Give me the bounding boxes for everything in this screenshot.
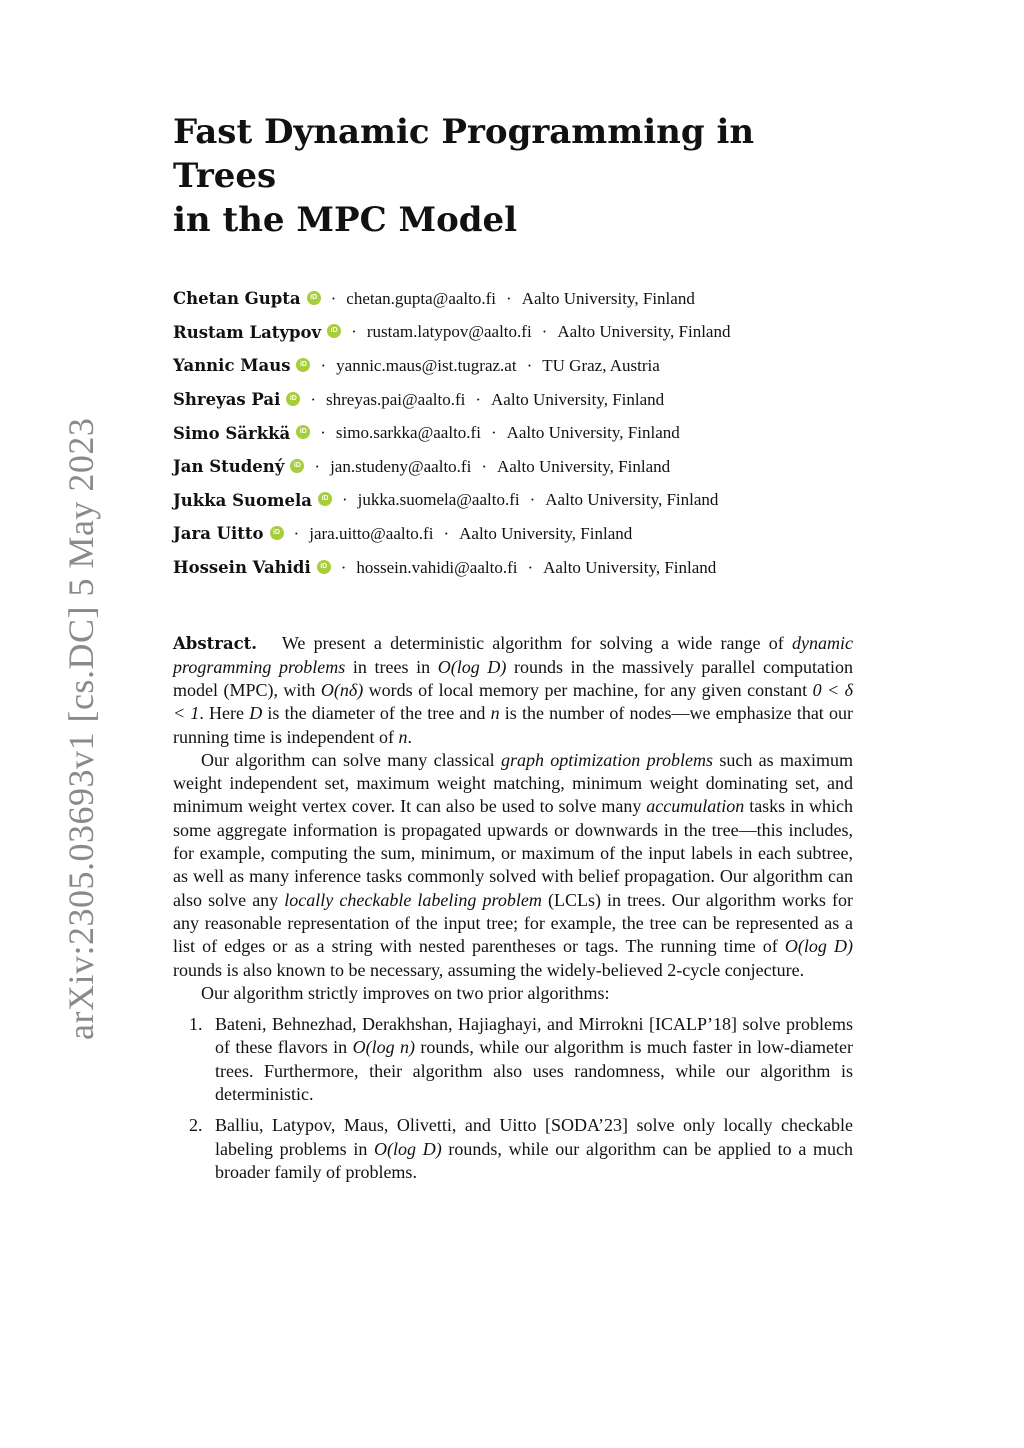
author-list (173, 282, 853, 584)
math-expression: 0 < δ < 1 (173, 679, 853, 724)
orcid-icon[interactable] (296, 425, 310, 439)
abstract-heading: Abstract. (173, 634, 258, 654)
separator: · (293, 523, 300, 543)
author-name: Shreyas Pai (173, 390, 281, 410)
text-run: such as maximum weight independent set, maximum weight matching, minimum weight dominating set, and minimum weight vertex cover. It can also be used to solve many (173, 749, 853, 817)
author-name: Simo Särkkä (173, 423, 291, 443)
separator: · (475, 389, 482, 409)
emphasis: graph optimization problems (500, 749, 713, 770)
text-run: . Here (199, 703, 250, 724)
author-affiliation: TU Graz, Austria (542, 355, 660, 375)
author-entry (173, 450, 853, 484)
author-affiliation: Aalto University, Finland (506, 423, 680, 443)
emphasis: locally checkable labeling problem (284, 889, 542, 910)
title-line-1: Fast Dynamic Programming in Trees (173, 112, 755, 196)
math-expression: D (249, 703, 263, 724)
author-email[interactable]: chetan.gupta@aalto.fi (346, 288, 497, 308)
author-entry (173, 484, 853, 518)
list-number: 1. (189, 1014, 203, 1035)
text-run: words of local memory per machine, for any given constant (363, 679, 813, 700)
author-affiliation: Aalto University, Finland (491, 389, 665, 409)
math-expression: n (490, 703, 500, 724)
text-run: rounds, while our algorithm can be applied to a much broader family of problems. (215, 1138, 853, 1182)
math-expression: O(log n) (352, 1037, 415, 1058)
orcid-icon[interactable] (327, 324, 341, 338)
orcid-icon[interactable] (270, 526, 284, 540)
author-affiliation: Aalto University, Finland (459, 523, 633, 543)
math-expression: O(nδ) (320, 679, 364, 700)
separator: · (330, 288, 337, 308)
author-affiliation: Aalto University, Finland (543, 557, 717, 577)
separator: · (490, 423, 497, 443)
author-email[interactable]: hossein.vahidi@aalto.fi (356, 557, 518, 577)
orcid-icon[interactable] (290, 459, 304, 473)
author-name: Jan Studený (173, 457, 285, 477)
author-entry (173, 282, 853, 316)
list-item (173, 1114, 853, 1184)
math-expression: O(log D) (784, 936, 853, 957)
text-run: Balliu, Latypov, Maus, Olivetti, and Uitto [SODA’23] solve only locally checkable labeling problems in (215, 1115, 853, 1159)
separator: · (320, 355, 327, 375)
arxiv-identifier-stamp: arXiv:2305.03693v1 [cs.DC] 5 May 2023 (61, 417, 101, 1040)
text-run: is the diameter of the tree and (262, 703, 491, 724)
author-email[interactable]: jara.uitto@aalto.fi (309, 523, 434, 543)
separator: · (529, 490, 536, 510)
orcid-icon[interactable] (318, 492, 332, 506)
author-name: Jukka Suomela (173, 490, 312, 510)
emphasis: accumulation (646, 796, 745, 817)
author-email[interactable]: jan.studeny@aalto.fi (330, 456, 472, 476)
separator: · (506, 288, 512, 308)
author-name: Hossein Vahidi (173, 558, 311, 578)
abstract-paragraph-1 (173, 632, 853, 748)
text-run: (LCLs) in trees. Our algorithm works for any reasonable representation of the input tree; for example, the tree can be represented as a list of edges or as a string with nested parentheses or tags. The running time of (173, 889, 854, 957)
author-email[interactable]: shreyas.pai@aalto.fi (326, 389, 466, 409)
author-name: Jara Uitto (173, 524, 264, 544)
author-email[interactable]: simo.sarkka@aalto.fi (335, 423, 481, 443)
author-email[interactable]: rustam.latypov@aalto.fi (366, 322, 532, 342)
prior-algorithms-list (173, 1013, 853, 1184)
separator: · (320, 423, 326, 443)
author-email[interactable]: yannic.maus@ist.tugraz.at (336, 355, 517, 375)
author-entry (173, 517, 853, 551)
text-run: tasks in which some aggregate information is propagated upwards or downwards in the tree—this includes, for example, computing the sum, minimum, or maximum of the input labels in each subtree, as well as many inference tasks commonly solved with belief propagation. Our algorithm can also solve any (173, 796, 853, 910)
author-affiliation: Aalto University, Finland (545, 490, 719, 510)
separator: · (314, 456, 321, 476)
separator: · (340, 557, 347, 577)
author-email[interactable]: jukka.suomela@aalto.fi (357, 490, 520, 510)
text-run: rounds, while our algorithm is much faster in low-diameter trees. Furthermore, their algorithm also uses randomness, while our algorithm is deterministic. (215, 1037, 853, 1104)
title-line-2: in the MPC Model (173, 200, 518, 240)
separator: · (526, 355, 533, 375)
text-run: rounds in the massively parallel computation model (MPC), with (173, 656, 853, 700)
author-entry (173, 316, 853, 350)
separator: · (481, 456, 487, 476)
orcid-icon[interactable] (286, 392, 300, 406)
text-run: We present a deterministic algorithm for solving a wide range of (281, 633, 793, 654)
abstract-section (173, 632, 853, 1184)
math-expression: O(log D) (437, 656, 507, 677)
list-number: 2. (189, 1115, 203, 1136)
separator: · (310, 389, 317, 409)
author-affiliation: Aalto University, Finland (557, 322, 731, 342)
author-entry (173, 551, 853, 585)
abstract-paragraph-3: Our algorithm strictly improves on two prior algorithms: (201, 982, 610, 1003)
list-item (173, 1013, 853, 1106)
separator: · (443, 523, 450, 543)
separator: · (351, 322, 357, 342)
author-name: Chetan Gupta (173, 289, 301, 309)
separator: · (541, 322, 548, 342)
author-affiliation: Aalto University, Finland (521, 288, 695, 308)
math-expression: O(log D) (374, 1138, 442, 1159)
separator: · (341, 490, 348, 510)
orcid-icon[interactable] (307, 291, 321, 305)
text-run: in trees in (345, 656, 438, 677)
paper-title (173, 110, 853, 242)
abstract-paragraph-2 (173, 749, 853, 982)
author-entry (173, 416, 853, 450)
author-name: Rustam Latypov (173, 322, 322, 342)
text-run: Our algorithm can solve many classical (201, 749, 501, 770)
author-entry (173, 349, 853, 383)
author-affiliation: Aalto University, Finland (496, 456, 671, 476)
emphasis: dynamic programming problems (173, 633, 854, 677)
author-entry (173, 383, 853, 417)
orcid-icon[interactable] (317, 560, 331, 574)
separator: · (527, 557, 534, 577)
text-run: rounds is also known to be necessary, assuming the widely-believed 2-cycle conjecture. (173, 959, 805, 980)
text-run: . (407, 726, 412, 747)
text-run: Bateni, Behnezhad, Derakhshan, Hajiaghayi, and Mirrokni [ICALP’18] solve problems of these flavors in (215, 1014, 853, 1058)
author-name: Yannic Maus (173, 356, 291, 376)
text-run: is the number of nodes—we emphasize that our running time is independent of (173, 703, 853, 747)
math-expression: n (398, 726, 408, 747)
orcid-icon[interactable] (296, 358, 310, 372)
paper-page (173, 110, 853, 1192)
